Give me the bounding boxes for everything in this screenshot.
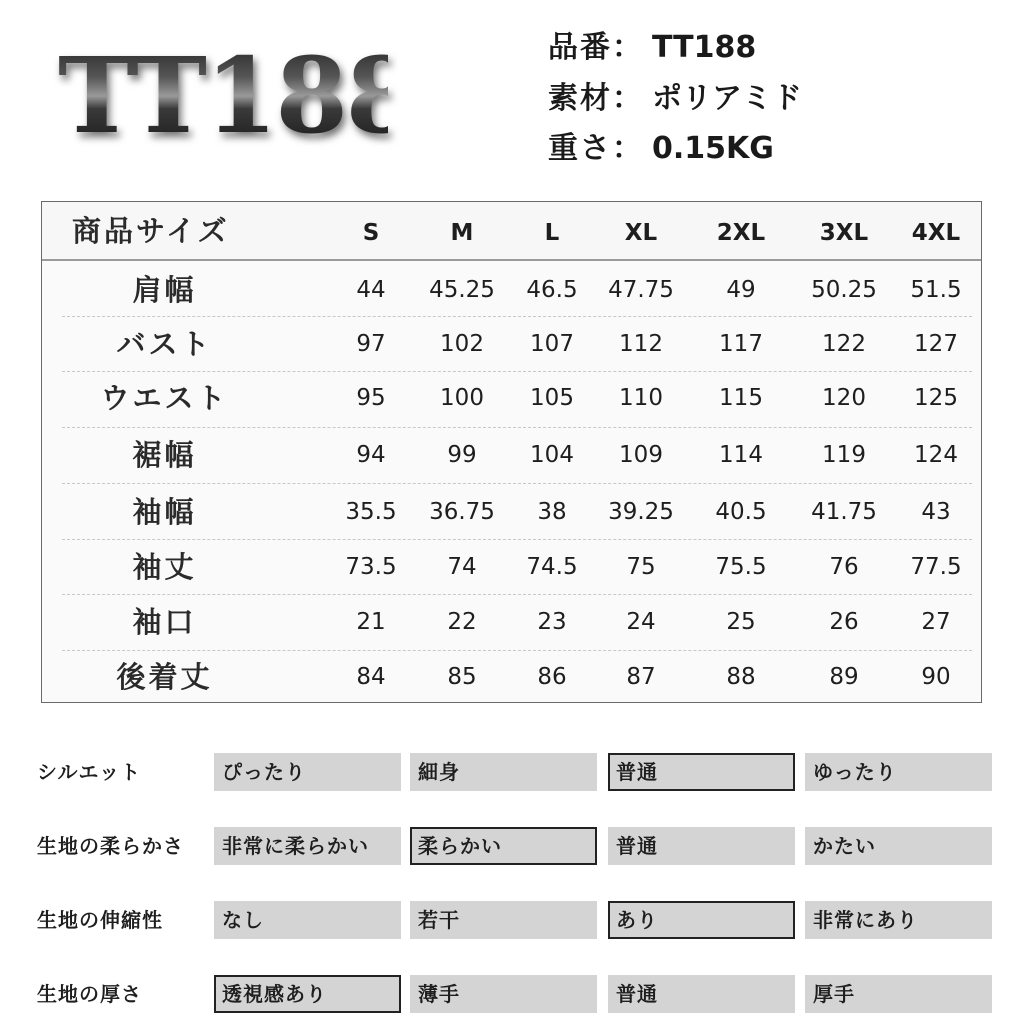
size-column-header: 3XL: [819, 220, 869, 246]
size-header-label: 商品サイズ: [72, 214, 230, 248]
measurement-value: 86: [537, 664, 567, 690]
measurement-value: 127: [914, 331, 958, 357]
measurement-value: 75: [626, 554, 656, 580]
row-divider: [62, 650, 972, 651]
measurement-value: 97: [356, 331, 386, 357]
measurement-label: 袖丈: [132, 550, 197, 584]
spec-weight: [548, 129, 774, 169]
row-divider: [62, 539, 972, 540]
measurement-label: 後着丈: [116, 660, 213, 694]
measurement-value: 35.5: [345, 499, 397, 525]
attribute-option: なし: [214, 901, 401, 939]
attribute-option: 厚手: [805, 975, 992, 1013]
measurement-value: 22: [447, 609, 477, 635]
spec-colon: ：: [612, 30, 642, 65]
measurement-value: 75.5: [715, 554, 767, 580]
row-divider: [62, 594, 972, 595]
size-column-header: XL: [624, 220, 658, 246]
measurement-value: 117: [719, 331, 763, 357]
measurement-value: 49: [726, 277, 756, 303]
measurement-value: 99: [447, 442, 477, 468]
row-divider: [62, 483, 972, 484]
attribute-option: ゆったり: [805, 753, 992, 791]
spec-product-number: [548, 28, 756, 68]
measurement-value: 26: [829, 609, 859, 635]
spec-colon: ：: [612, 81, 642, 116]
attribute-option-selected: 普通: [608, 753, 795, 791]
measurement-value: 25: [726, 609, 756, 635]
attribute-option: 普通: [608, 827, 795, 865]
measurement-value: 87: [626, 664, 656, 690]
spec-label: 素材: [548, 81, 612, 116]
measurement-value: 40.5: [715, 499, 767, 525]
size-column-header: M: [450, 220, 474, 246]
measurement-value: 84: [356, 664, 386, 690]
size-column-header: 4XL: [911, 220, 961, 246]
measurement-value: 44: [356, 277, 386, 303]
size-column-header: L: [544, 220, 560, 246]
measurement-value: 50.25: [811, 277, 877, 303]
attribute-option: 細身: [410, 753, 597, 791]
attribute-label: シルエット: [37, 760, 142, 784]
attribute-label: 生地の厚さ: [37, 982, 142, 1006]
spec-value: 0.15KG: [652, 131, 774, 166]
measurement-value: 105: [530, 385, 574, 411]
measurement-value: 39.25: [608, 499, 674, 525]
measurement-value: 74: [447, 554, 477, 580]
attribute-option-selected: 柔らかい: [410, 827, 597, 865]
measurement-label: 裾幅: [132, 438, 197, 472]
measurement-value: 76: [829, 554, 859, 580]
measurement-value: 51.5: [910, 277, 962, 303]
measurement-value: 104: [530, 442, 574, 468]
measurement-value: 21: [356, 609, 386, 635]
measurement-value: 36.75: [429, 499, 495, 525]
measurement-value: 109: [619, 442, 663, 468]
measurement-value: 41.75: [811, 499, 877, 525]
size-table-header: [42, 202, 981, 261]
measurement-label: 肩幅: [132, 273, 197, 307]
row-divider: [62, 316, 972, 317]
measurement-value: 89: [829, 664, 859, 690]
attribute-option-selected: 透視感あり: [214, 975, 401, 1013]
attribute-option: 非常にあり: [805, 901, 992, 939]
measurement-value: 73.5: [345, 554, 397, 580]
spec-label: 重さ: [548, 131, 612, 166]
measurement-value: 45.25: [429, 277, 495, 303]
measurement-value: 100: [440, 385, 484, 411]
measurement-value: 23: [537, 609, 567, 635]
measurement-value: 95: [356, 385, 386, 411]
measurement-label: 袖口: [132, 605, 197, 639]
measurement-value: 43: [921, 499, 951, 525]
measurement-value: 27: [921, 609, 951, 635]
measurement-value: 90: [921, 664, 951, 690]
spec-colon: ：: [612, 131, 642, 166]
measurement-value: 24: [626, 609, 656, 635]
measurement-value: 110: [619, 385, 663, 411]
measurement-value: 94: [356, 442, 386, 468]
measurement-value: 46.5: [526, 277, 578, 303]
measurement-value: 38: [537, 499, 567, 525]
measurement-value: 120: [822, 385, 866, 411]
measurement-value: 47.75: [608, 277, 674, 303]
measurement-label: ウエスト: [100, 381, 229, 415]
attribute-option: 薄手: [410, 975, 597, 1013]
brand-logo: TT188: [58, 32, 388, 160]
measurement-value: 74.5: [526, 554, 578, 580]
measurement-label: 袖幅: [132, 495, 197, 529]
attribute-label: 生地の伸縮性: [37, 908, 163, 932]
attribute-option: 非常に柔らかい: [214, 827, 401, 865]
attribute-option: 若干: [410, 901, 597, 939]
attribute-option: 普通: [608, 975, 795, 1013]
measurement-value: 77.5: [910, 554, 962, 580]
attribute-label: 生地の柔らかさ: [37, 834, 184, 858]
attribute-option: ぴったり: [214, 753, 401, 791]
spec-value: ポリアミド: [652, 81, 802, 116]
spec-material: [548, 79, 802, 119]
row-divider: [62, 427, 972, 428]
measurement-value: 107: [530, 331, 574, 357]
measurement-value: 122: [822, 331, 866, 357]
measurement-value: 112: [619, 331, 663, 357]
size-table: [41, 201, 982, 703]
measurement-value: 115: [719, 385, 763, 411]
attribute-option-selected: あり: [608, 901, 795, 939]
size-column-header: 2XL: [716, 220, 766, 246]
measurement-value: 85: [447, 664, 477, 690]
spec-label: 品番: [548, 30, 612, 65]
measurement-value: 125: [914, 385, 958, 411]
spec-value: TT188: [652, 30, 757, 65]
measurement-label: バスト: [116, 327, 213, 361]
size-column-header: S: [362, 220, 380, 246]
measurement-value: 114: [719, 442, 763, 468]
measurement-value: 102: [440, 331, 484, 357]
measurement-value: 88: [726, 664, 756, 690]
row-divider: [62, 371, 972, 372]
attribute-option: かたい: [805, 827, 992, 865]
measurement-value: 119: [822, 442, 866, 468]
measurement-value: 124: [914, 442, 958, 468]
